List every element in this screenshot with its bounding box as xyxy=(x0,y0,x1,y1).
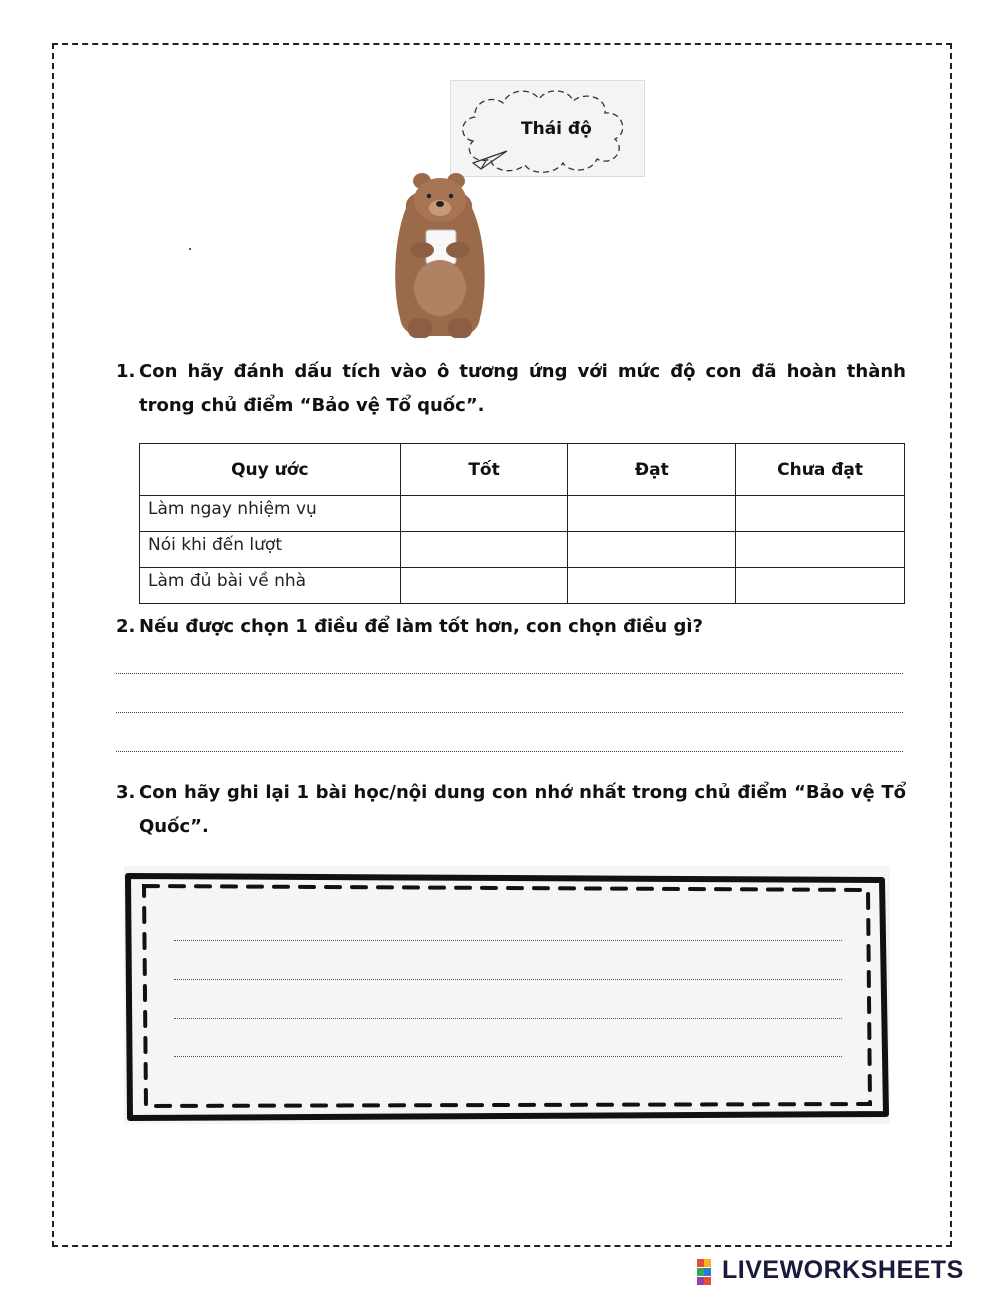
question-number: 3. xyxy=(116,782,136,803)
question-3 xyxy=(116,776,906,844)
table-row xyxy=(140,568,905,604)
table-row xyxy=(140,532,905,568)
row-label: Làm đủ bài về nhà xyxy=(140,568,401,604)
bear-illustration xyxy=(392,168,488,344)
answer-line[interactable] xyxy=(174,979,842,980)
check-cell[interactable] xyxy=(736,532,905,568)
liveworksheets-logo-icon xyxy=(697,1259,719,1285)
liveworksheets-logo: LIVEWORKSHEETS xyxy=(722,1256,964,1284)
check-cell[interactable] xyxy=(736,496,905,532)
check-cell[interactable] xyxy=(568,532,736,568)
answer-line[interactable] xyxy=(174,1056,842,1057)
answer-frame xyxy=(124,866,890,1124)
check-cell[interactable] xyxy=(400,532,568,568)
self-assessment-table xyxy=(139,443,905,604)
answer-line[interactable] xyxy=(116,673,903,674)
question-1 xyxy=(116,355,906,423)
stray-dot xyxy=(189,248,191,250)
check-cell[interactable] xyxy=(736,568,905,604)
answer-line[interactable] xyxy=(116,751,903,752)
answer-line[interactable] xyxy=(174,1018,842,1019)
thought-bubble xyxy=(450,80,645,177)
question-2 xyxy=(116,610,906,644)
table-header-row xyxy=(140,444,905,496)
answer-line[interactable] xyxy=(116,712,903,713)
answer-line[interactable] xyxy=(174,940,842,941)
row-label: Nói khi đến lượt xyxy=(140,532,401,568)
check-cell[interactable] xyxy=(400,496,568,532)
question-text: Nếu được chọn 1 điều để làm tốt hơn, con chọn điều gì? xyxy=(139,616,703,637)
column-header: Quy ước xyxy=(140,444,401,496)
question-text: Con hãy đánh dấu tích vào ô tương ứng với mức độ con đã hoàn thành trong chủ điểm “Bảo vệ Tổ quốc”. xyxy=(139,361,906,416)
question-number: 1. xyxy=(116,361,136,382)
table-row xyxy=(140,496,905,532)
check-cell[interactable] xyxy=(400,568,568,604)
column-header: Đạt xyxy=(568,444,736,496)
column-header: Chưa đạt xyxy=(736,444,905,496)
bubble-label: Thái độ xyxy=(521,119,592,139)
check-cell[interactable] xyxy=(568,496,736,532)
question-number: 2. xyxy=(116,616,136,637)
check-cell[interactable] xyxy=(568,568,736,604)
question-text: Con hãy ghi lại 1 bài học/nội dung con nhớ nhất trong chủ điểm “Bảo vệ Tổ Quốc”. xyxy=(139,782,906,837)
row-label: Làm ngay nhiệm vụ xyxy=(140,496,401,532)
column-header: Tốt xyxy=(400,444,568,496)
hand-drawn-border xyxy=(124,866,890,1124)
